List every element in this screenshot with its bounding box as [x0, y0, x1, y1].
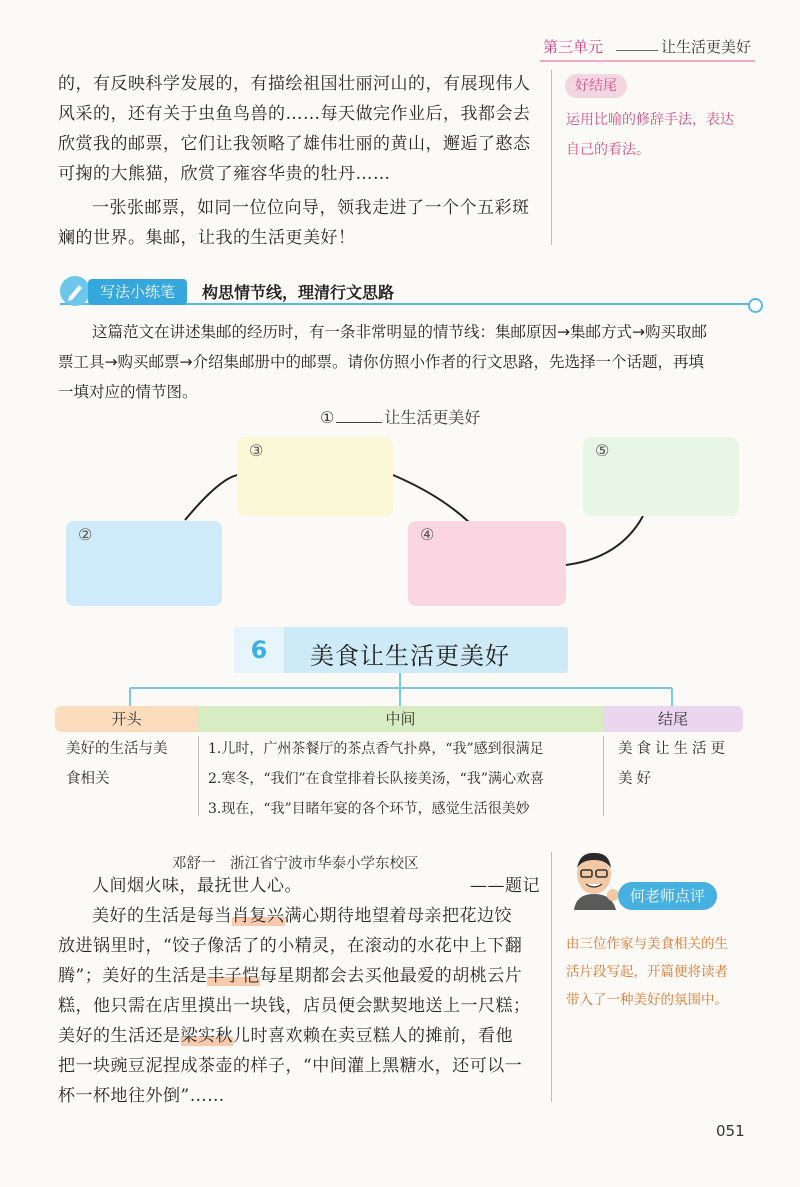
practice-text: 票工具→购买邮票→介绍集邮册中的邮票。请你仿照小作者的行文思路，先选择一个话题，再填 — [58, 353, 704, 371]
essay-line: 一张张邮票，如同一位位向导，领我走进了一个个五彩斑 — [92, 198, 530, 218]
tag-text: 好结尾 — [575, 78, 617, 94]
author-info: 邓舒一 浙江省宁波市华泰小学东校区 — [172, 856, 419, 872]
plot-box-num: ⑤ — [595, 441, 610, 460]
essay-text: 满心期待地望着母亲把花边饺 — [284, 906, 512, 926]
essay-text: 美好的生活还是 — [58, 1026, 181, 1046]
plot-title-num: ① — [320, 408, 335, 427]
epigraph: 人间烟火味，最抚世人心。 — [92, 876, 302, 896]
teacher-comment-line: 由三位作家与美食相关的生 — [566, 936, 728, 952]
author-name-highlight: 肖复兴 — [232, 906, 285, 926]
teacher-comment-line: 带入了一种美好的氛围中。 — [566, 992, 728, 1008]
essay-text: 腾”；美好的生活是 — [58, 966, 208, 986]
column-divider — [551, 852, 552, 1102]
essay-text: 儿时喜欢赖在卖豆糕人的摊前，看他 — [233, 1026, 513, 1046]
column-head-middle: 中间 — [198, 706, 603, 732]
practice-label: 写法小练笔 — [88, 279, 187, 305]
essay-line — [58, 1022, 513, 1052]
side-note-line: 自己的看法。 — [566, 142, 650, 158]
unit-theme: 让生活更美好 — [661, 38, 752, 56]
essay-line: 把一块豌豆泥捏成茶壶的样子，“中间灌上黑糖水，还可以一 — [58, 1056, 523, 1076]
practice-title: 构思情节线，理清行文思路 — [202, 283, 395, 302]
practice-text: 一填对应的情节图。 — [58, 383, 198, 401]
essay-line: 放进锅里时，“饺子像活了的小精灵，在滚动的水花中上下翻 — [58, 936, 523, 956]
essay-text: 每星期都会去买他最爱的胡桃云片 — [259, 966, 523, 986]
end-line: 美食让生活更 — [618, 741, 729, 757]
column-divider — [603, 736, 604, 816]
essay-text: 美好的生活是每当 — [92, 906, 232, 926]
practice-text: 这篇范文在讲述集邮的经历时，有一条非常明显的情节线：集邮原因→集邮方式→购买取邮 — [92, 323, 707, 341]
teacher-comment-label: 何老师点评 — [618, 882, 717, 910]
middle-line: 2.寒冬，“我们”在食堂排着长队接美汤，“我”满心欢喜 — [208, 771, 544, 787]
essay-line: 的，有反映科学发展的，有描绘祖国壮丽河山的，有展现伟人 — [58, 74, 531, 94]
side-note-line: 运用比喻的修辞手法，表达 — [566, 112, 734, 128]
start-line: 食相关 — [66, 771, 110, 787]
middle-line: 1.儿时，广州茶餐厅的茶点香气扑鼻，“我”感到很满足 — [208, 741, 544, 757]
essay-line: 杯一杯地往外倒”…… — [58, 1086, 225, 1106]
column-head-start: 开头 — [55, 706, 198, 732]
section-title: 美食让生活更美好 — [310, 642, 510, 670]
plot-title-text: 让生活更美好 — [384, 408, 481, 427]
page-number: 051 — [716, 1122, 745, 1140]
essay-line: 可掬的大熊猫，欣赏了雍容华贵的牡丹…… — [58, 164, 391, 184]
essay-line: 欣赏我的邮票，它们让我领略了雄伟壮丽的黄山，邂逅了憨态 — [58, 134, 531, 154]
column-divider — [198, 736, 199, 816]
plot-box-num: ④ — [420, 525, 435, 544]
section-number: 6 — [234, 627, 284, 673]
teacher-avatar-icon — [566, 848, 626, 910]
teacher-comment-line: 活片段写起，开篇便将读者 — [566, 964, 728, 980]
essay-line — [58, 962, 522, 992]
author-name-highlight: 梁实秋 — [180, 1026, 233, 1046]
essay-line: 糕，他只需在店里摸出一块钱，店员便会默契地送上一尺糕； — [58, 996, 531, 1016]
column-head-end: 结尾 — [603, 706, 743, 732]
plot-box-num: ③ — [249, 441, 264, 460]
epigraph-note: ——题记 — [470, 876, 540, 896]
essay-line: 风采的，还有关于虫鱼鸟兽的……每天做完作业后，我都会去 — [58, 104, 531, 124]
unit-label: 第三单元 — [543, 38, 604, 56]
end-line: 美好 — [618, 771, 655, 787]
start-line: 美好的生活与美 — [66, 741, 168, 757]
middle-line: 3.现在，“我”目睹年宴的各个环节，感觉生活很美妙 — [208, 801, 530, 817]
plot-box-num: ② — [78, 525, 93, 544]
author-name-highlight: 丰子恺 — [207, 966, 260, 986]
essay-line — [92, 902, 512, 932]
essay-line: 斓的世界。集邮，让我的生活更美好！ — [58, 228, 356, 248]
